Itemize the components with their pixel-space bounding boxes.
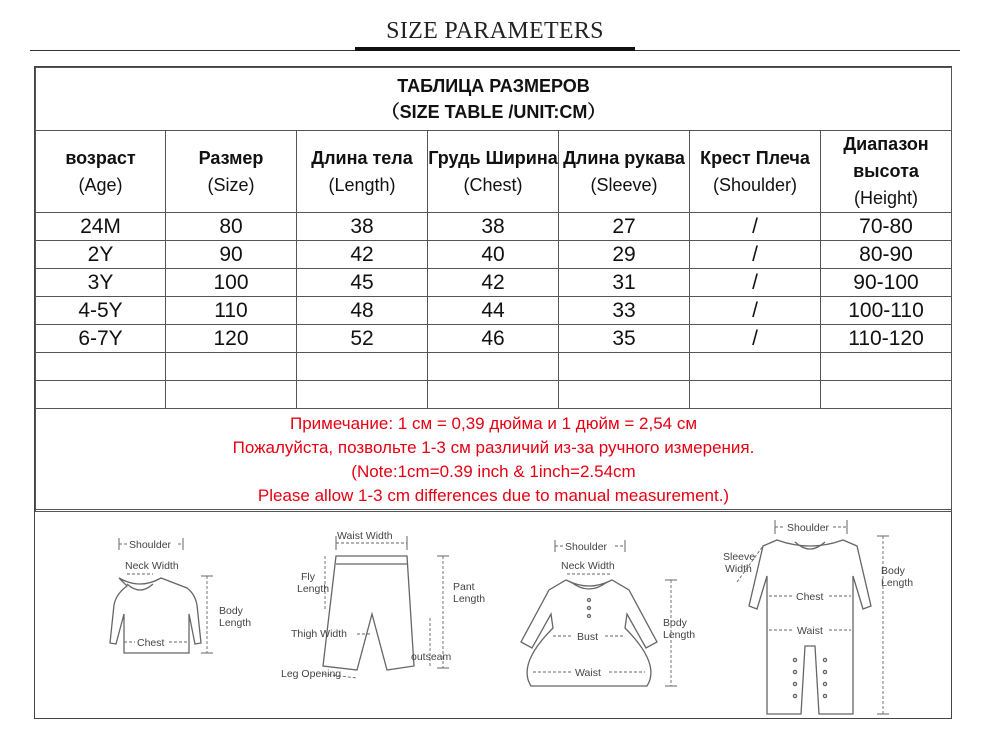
table-cell: 29 bbox=[559, 241, 690, 269]
shirt-neck-label: Neck Width bbox=[125, 560, 179, 572]
table-cell: 31 bbox=[559, 269, 690, 297]
note-line: Примечание: 1 см = 0,39 дюйма и 1 дюйм = 2,54 см bbox=[289, 414, 698, 433]
pants-pant-length-label: Length bbox=[453, 593, 486, 605]
romper-shoulder-label: Shoulder bbox=[787, 522, 830, 534]
table-cell: 42 bbox=[297, 241, 428, 269]
table-title-en: （SIZE TABLE /UNIT:CM） bbox=[381, 102, 606, 122]
shirt-shoulder-label: Shoulder bbox=[129, 539, 172, 551]
table-title-ru: ТАБЛИЦА РАЗМЕРОВ bbox=[397, 76, 590, 96]
table-title bbox=[36, 68, 952, 131]
column-header-size bbox=[166, 131, 297, 213]
shirt-length-label: Length bbox=[219, 617, 252, 629]
romper-length-label: Length bbox=[881, 577, 914, 589]
table-cell: 33 bbox=[559, 297, 690, 325]
table-row bbox=[36, 241, 952, 269]
table-cell: 6-7Y bbox=[36, 325, 166, 353]
romper-body-label: Body bbox=[881, 565, 905, 577]
table-cell: 27 bbox=[559, 213, 690, 241]
table-cell: 80-90 bbox=[821, 241, 952, 269]
dress-body-label: Body bbox=[663, 617, 687, 629]
dress-neck-label: Neck Width bbox=[561, 560, 615, 572]
size-chart-frame bbox=[34, 66, 952, 719]
table-cell: 24M bbox=[36, 213, 166, 241]
table-cell: 120 bbox=[166, 325, 297, 353]
table-cell: / bbox=[690, 213, 821, 241]
shirt-body-label: Body bbox=[219, 605, 243, 617]
table-cell: 40 bbox=[428, 241, 559, 269]
column-header-en: (Length) bbox=[328, 174, 396, 195]
table-cell: 2Y bbox=[36, 241, 166, 269]
romper-waist-label: Waist bbox=[797, 625, 823, 637]
table-cell: 35 bbox=[559, 325, 690, 353]
header-underline bbox=[355, 47, 635, 51]
column-header-ru: Длина тела bbox=[311, 147, 413, 168]
dress-waist-label: Waist bbox=[575, 667, 601, 679]
column-header-en: (Sleeve) bbox=[590, 174, 658, 195]
table-cell: 110-120 bbox=[821, 325, 952, 353]
pants-icon bbox=[323, 556, 414, 670]
romper-sleeve-label: Sleeve bbox=[723, 551, 756, 563]
table-cell: 90 bbox=[166, 241, 297, 269]
table-cell: 38 bbox=[297, 213, 428, 241]
column-header-ru: Размер bbox=[198, 147, 264, 168]
table-row bbox=[36, 297, 952, 325]
empty-table-row bbox=[36, 353, 952, 381]
column-header-shoulder bbox=[690, 131, 821, 213]
romper-sleeve-width-label: Width bbox=[725, 563, 752, 575]
table-cell: / bbox=[690, 269, 821, 297]
dress-length-label: Length bbox=[663, 629, 696, 641]
table-cell: 90-100 bbox=[821, 269, 952, 297]
column-header-ru: Длина рукава bbox=[563, 147, 685, 168]
note-row bbox=[36, 409, 952, 512]
dress-shoulder-label: Shoulder bbox=[565, 541, 608, 553]
column-header-ru: Крест Плеча bbox=[700, 147, 810, 168]
pants-leg-label: Leg Opening bbox=[281, 668, 342, 680]
diagrams-svg bbox=[35, 510, 951, 719]
pants-diagram bbox=[281, 530, 485, 680]
empty-table-row bbox=[36, 381, 952, 409]
table-header-row bbox=[36, 131, 952, 213]
table-cell: 48 bbox=[297, 297, 428, 325]
column-header-en: (Chest) bbox=[463, 174, 523, 195]
pants-outseam-label: outseam bbox=[411, 651, 452, 663]
note-line: (Note:1cm=0.39 inch & 1inch=2.54cm bbox=[351, 462, 636, 481]
column-header-age bbox=[36, 131, 166, 213]
dress-bust-label: Bust bbox=[577, 631, 599, 643]
table-row bbox=[36, 213, 952, 241]
table-cell: 3Y bbox=[36, 269, 166, 297]
table-cell: 42 bbox=[428, 269, 559, 297]
pants-pant-label: Pant bbox=[453, 581, 475, 593]
table-cell: 45 bbox=[297, 269, 428, 297]
column-header-en: (Height) bbox=[853, 188, 919, 208]
column-header-height bbox=[821, 131, 952, 213]
size-table bbox=[35, 67, 952, 512]
pants-waist-label: Waist Width bbox=[337, 530, 393, 542]
table-cell: 70-80 bbox=[821, 213, 952, 241]
table-cell: 52 bbox=[297, 325, 428, 353]
table-cell: / bbox=[690, 297, 821, 325]
table-cell: 100-110 bbox=[821, 297, 952, 325]
page-header bbox=[0, 0, 990, 60]
column-header-en: (Shoulder) bbox=[712, 174, 798, 195]
page-title: SIZE PARAMETERS bbox=[386, 18, 604, 44]
column-header-ru: Грудь Ширина bbox=[428, 147, 558, 168]
table-title-row bbox=[36, 68, 952, 131]
measurement-diagrams bbox=[35, 509, 951, 719]
table-cell: 44 bbox=[428, 297, 559, 325]
table-cell: 46 bbox=[428, 325, 559, 353]
table-cell: / bbox=[690, 325, 821, 353]
romper-diagram bbox=[723, 520, 913, 714]
note-line: Please allow 1-3 cm differences due to manual measurement.) bbox=[257, 486, 730, 505]
table-cell: 100 bbox=[166, 269, 297, 297]
table-cell: 38 bbox=[428, 213, 559, 241]
pants-fly-length-label: Length bbox=[297, 583, 330, 595]
column-header-length bbox=[297, 131, 428, 213]
shirt-diagram bbox=[110, 538, 251, 653]
column-header-en: (Size) bbox=[207, 174, 255, 195]
column-header-en: (Age) bbox=[78, 174, 123, 195]
table-row bbox=[36, 325, 952, 353]
column-header-ru: возраст bbox=[65, 147, 136, 168]
table-cell: 80 bbox=[166, 213, 297, 241]
dress-diagram bbox=[521, 540, 695, 686]
romper-chest-label: Chest bbox=[796, 591, 824, 603]
pants-fly-label: Fly bbox=[301, 571, 315, 583]
table-row bbox=[36, 269, 952, 297]
table-cell: / bbox=[690, 241, 821, 269]
note-line: Пожалуйста, позвольте 1-3 см различий из-за ручного измерения. bbox=[232, 438, 755, 457]
measurement-note bbox=[36, 409, 952, 512]
column-header-sleeve bbox=[559, 131, 690, 213]
column-header-chest bbox=[428, 131, 559, 213]
pants-thigh-label: Thigh Width bbox=[291, 628, 348, 640]
table-cell: 110 bbox=[166, 297, 297, 325]
table-cell: 4-5Y bbox=[36, 297, 166, 325]
shirt-chest-label: Chest bbox=[137, 637, 165, 649]
column-header-ru: Диапазон высота bbox=[843, 134, 929, 181]
